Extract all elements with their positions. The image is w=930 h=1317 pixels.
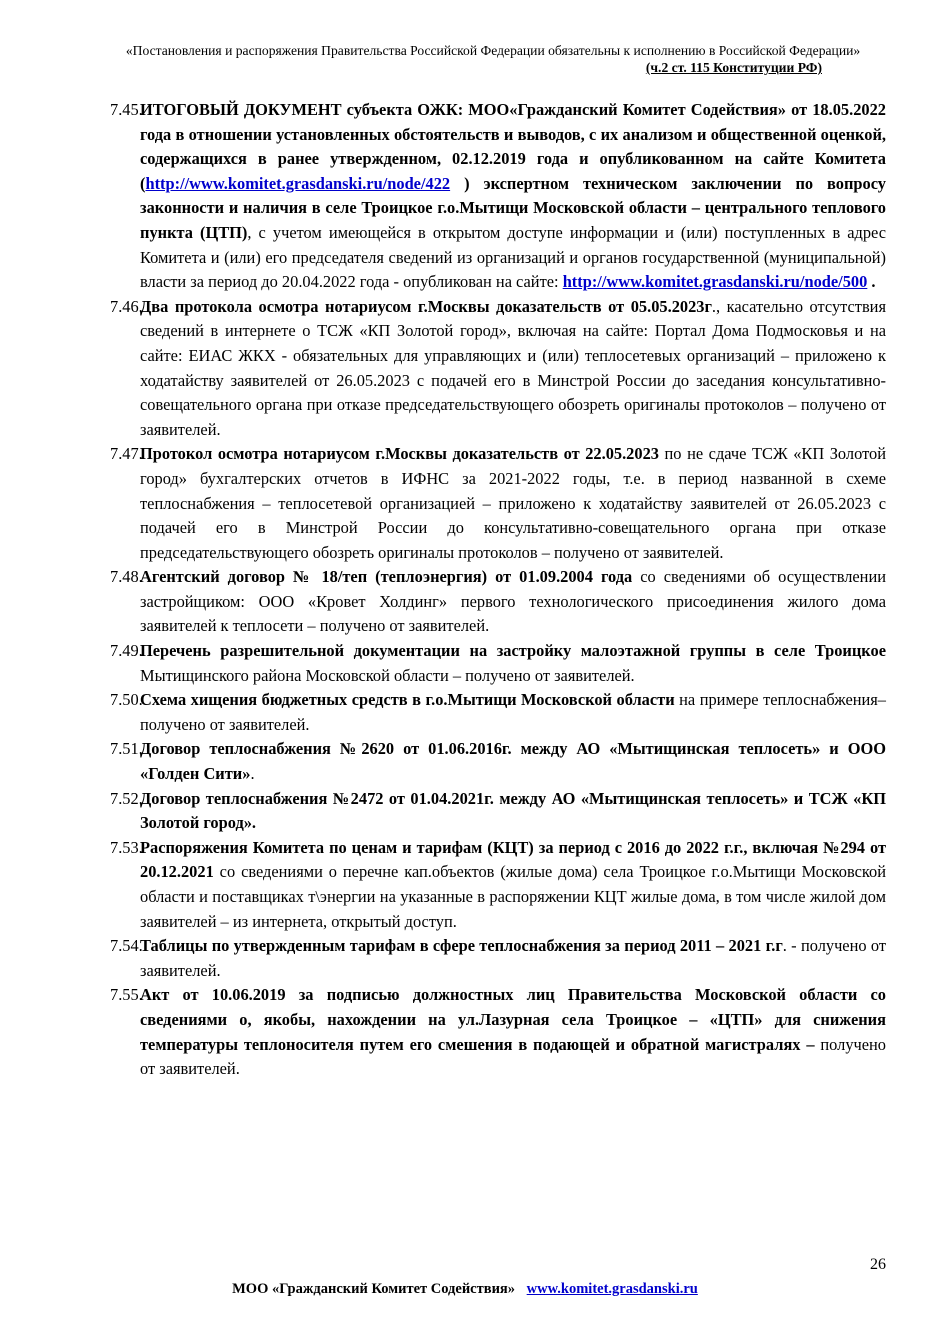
item-number: 7.45.	[110, 100, 143, 119]
item-plain-text: .	[867, 272, 876, 292]
page-header	[100, 42, 886, 76]
item-plain-text: . - получено от заявителей.	[140, 936, 886, 980]
list-item	[110, 787, 886, 836]
item-bold-text: ИТОГОВЫЙ ДОКУМЕНТ субъекта ОЖК: МОО«Гражданский Комитет Содействия» от 18.05.2022 года в отношении установленных обстоятельств и выводов, с их анализом и общественной оценкой, содержащихся в ранее утвержденном, 02.12.2019 года и опубликованном на сайте Комитета (	[140, 100, 886, 193]
item-plain-text: , с учетом имеющейся в открытом доступе информации и (или) поступленных в адрес Комитета и (или) его председателя сведений из организаций и органов государственной (муниципальной) власти за период до 20.04.2022 года - опубликован на сайте:	[140, 222, 887, 292]
item-bold-text: Протокол осмотра нотариусом г.Москвы доказательств от 22.05.2023	[140, 444, 659, 464]
list-item	[110, 442, 886, 565]
item-bold-text: Договор теплоснабжения №2472 от 01.04.2021г. между АО «Мытищинская теплосеть» и ТСЖ «КП Золотой город».	[140, 788, 886, 833]
item-number: 7.52.	[110, 788, 143, 808]
item-plain-text: ., касательно отсутствия сведений в интернете о ТСЖ «КП Золотой город», включая на сайте: Портал Дома Подмосковья и на сайте: ЕИАС ЖКХ - обязательных для управляющих и (или) теплосетевых организаций – приложено к ходатайству заявителей от 26.05.2023 с подачей его в Минстрой России до заседания консультативно-совещательного органа при отказе председательствующего обозреть оригиналы протоколов – получено от заявителей.	[140, 296, 886, 439]
list-item	[110, 639, 886, 688]
list-item	[110, 98, 886, 295]
page-footer	[0, 1281, 930, 1298]
item-text	[138, 98, 886, 295]
item-bold-text: ) экспертном техническом заключении по вопросу законности и наличия в селе Троицкое г.о.Мытищи Московской области – центрального теплового пункта (ЦТП)	[140, 173, 886, 242]
item-bold-text: Распоряжения Комитета по ценам и тарифам (КЦТ) за период с 2016 до 2022 г.г., включая №294 от 20.12.2021	[140, 837, 886, 882]
item-number: 7.53.	[110, 837, 143, 857]
list-item	[110, 688, 886, 737]
item-text	[138, 565, 886, 639]
item-number: 7.50.	[110, 690, 143, 710]
item-number: 7.46.	[110, 296, 143, 316]
item-text	[138, 836, 886, 934]
item-text	[138, 295, 886, 443]
item-number: 7.54.	[110, 936, 143, 956]
item-bold-text: Агентский договор № 18/теп (теплоэнергия) от 01.09.2004 года	[140, 567, 633, 587]
list-item	[110, 983, 886, 1081]
item-bold-text: Акт от 10.06.2019 за подписью должностных лиц Правительства Московской области со сведениями о, якобы, нахождении на ул.Лазурная села Троицкое – «ЦТП» для снижения температуры теплоносителя путем его смешения в подающей и обратной магистралях –	[140, 985, 886, 1054]
item-text	[138, 787, 886, 836]
list-item	[110, 737, 886, 786]
item-number: 7.55.	[110, 985, 143, 1005]
item-bold-text: Таблицы по утвержденным тарифам в сфере теплоснабжения за период 2011 – 2021 г.г	[140, 936, 783, 956]
footer-org-name: МОО «Гражданский Комитет Содействия»	[232, 1281, 516, 1297]
page-number: 26	[870, 1256, 886, 1273]
item-plain-text: на примере теплоснабжения– получено от заявителей.	[140, 690, 886, 734]
footer-site-link[interactable]: www.komitet.grasdanski.ru	[526, 1281, 698, 1297]
item-text	[138, 639, 886, 688]
item-plain-text: по не сдаче ТСЖ «КП Золотой город» бухгалтерских отчетов в ИФНС за 2021-2022 годы, т.е. в период названной в схеме теплоснабжения – теплосетевой организацией – приложено к ходатайству заявителей от 26.05.2023 с подачей его в Минстрой России до консультативно-совещательного органа при отказе председательствующего обозреть оригиналы протоколов – получено от заявителей.	[140, 444, 886, 562]
item-number: 7.48.	[110, 567, 143, 587]
list-item	[110, 934, 886, 983]
item-plain-text: .	[250, 764, 255, 784]
item-text	[138, 442, 886, 565]
item-text	[138, 737, 886, 786]
item-number: 7.49.	[110, 641, 143, 661]
header-quote: «Постановления и распоряжения Правительства Российской Федерации обязательны к исполнению в Российской Федерации»	[125, 43, 861, 58]
item-bold-text: Два протокола осмотра нотариусом г.Москвы доказательств от 05.05.2023г	[140, 296, 712, 316]
item-number: 7.51.	[110, 739, 143, 759]
item-bold-text: Схема хищения бюджетных средств в г.о.Мытищи Московской области	[140, 690, 675, 710]
item-plain-text: со сведениями о перечне кап.объектов (жилые дома) села Троицкое г.о.Мытищи Московской области и поставщиках т\энергии на указанные в распоряжении КЦТ жилые дома, в том числе жилой дом заявителей – из интернета, открытый доступ.	[140, 862, 886, 931]
list-item	[110, 836, 886, 934]
node-500-link[interactable]: http://www.komitet.grasdanski.ru/node/500	[562, 272, 868, 292]
item-bold-text: Договор теплоснабжения №2620 от 01.06.2016г. между АО «Мытищинская теплосеть» и ООО «Голден Сити»	[140, 739, 886, 784]
item-plain-text: со сведениями об осуществлении застройщиком: ООО «Кровет Холдинг» первого технологического присоединения жилого дома заявителей к теплосети – получено от заявителей.	[140, 567, 887, 636]
item-text	[138, 934, 886, 983]
node-422-link[interactable]: http://www.komitet.grasdanski.ru/node/422	[145, 173, 451, 193]
item-plain-text: Мытищинского района Московской области – получено от заявителей.	[140, 665, 635, 685]
item-text	[138, 983, 886, 1081]
list-item	[110, 565, 886, 639]
list-item	[110, 295, 886, 443]
item-plain-text: получено от заявителей.	[140, 1034, 886, 1079]
document-body	[110, 98, 886, 1082]
item-number: 7.47.	[110, 444, 143, 464]
item-bold-text: Перечень разрешительной документации на застройку малоэтажной группы в селе Троицкое	[140, 641, 886, 661]
header-reference: (ч.2 ст. 115 Конституции РФ)	[645, 60, 822, 75]
item-text	[138, 688, 886, 737]
